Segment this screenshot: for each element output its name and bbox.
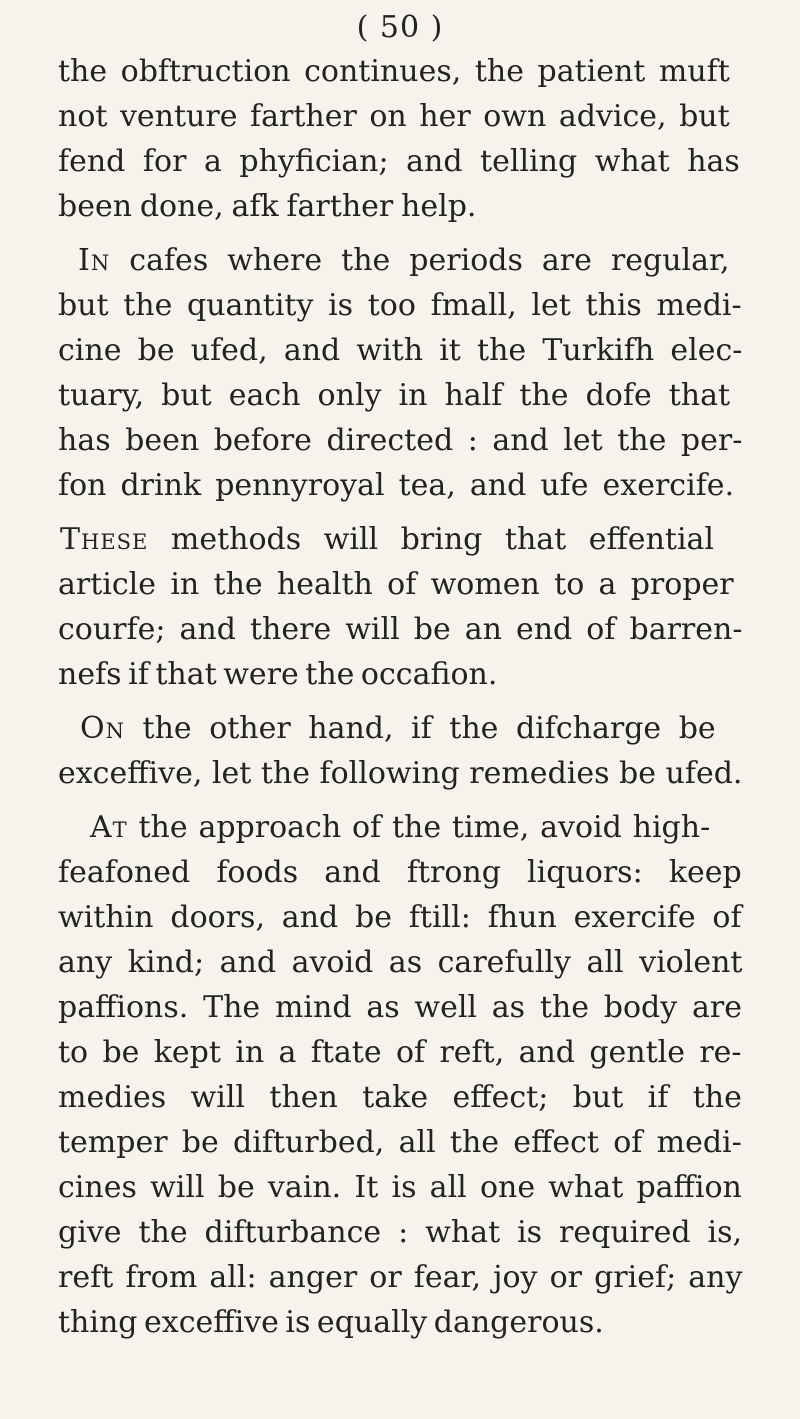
text-line: reft from all: anger or fear, joy or grief; any — [58, 1260, 743, 1295]
text-line: In cafes where the periods are regular, — [78, 243, 730, 278]
paragraph-lead-in: These — [60, 522, 149, 557]
text-line: give the difturbance : what is required is, — [58, 1215, 743, 1250]
paragraph-lead-in: On — [80, 711, 125, 746]
text-line: paffions. The mind as well as the body are — [58, 990, 742, 1025]
paragraph-lead-in: At — [90, 810, 128, 845]
text-line: exceffive, let the following remedies be ufed. — [58, 756, 743, 791]
text-line: cines will be vain. It is all one what paffion — [58, 1170, 742, 1205]
text-line: to be kept in a ftate of reft, and gentle re- — [58, 1035, 742, 1070]
text-line: cine be ufed, and with it the Turkifh elec- — [58, 333, 743, 368]
text-line: the obftruction continues, the patient muft — [58, 54, 730, 89]
text-line: fend for a phyfician; and telling what has — [58, 144, 740, 179]
text-line: On the other hand, if the difcharge be — [80, 711, 716, 746]
text-line: article in the health of women to a proper — [58, 567, 734, 602]
text-line: medies will then take effect; but if the — [58, 1080, 742, 1115]
text-line: within doors, and be ftill: fhun exercife of — [58, 900, 742, 935]
text-line: fon drink pennyroyal tea, and ufe exercife. — [58, 468, 735, 503]
text-line: nefs if that were the occafion. — [58, 657, 498, 692]
text-line: thing exceffive is equally dangerous. — [58, 1305, 604, 1340]
text-line: but the quantity is too fmall, let this medi- — [58, 288, 742, 323]
text-line: At the approach of the time, avoid high- — [90, 810, 711, 845]
text-line: been done, afk farther help. — [58, 189, 477, 224]
text-line: not venture farther on her own advice, but — [58, 99, 730, 134]
text-line: tuary, but each only in half the dofe that — [58, 378, 731, 413]
text-line: feafoned foods and ftrong liquors: keep — [58, 855, 742, 890]
paragraph-lead-in: In — [78, 243, 111, 278]
text-line: courfe; and there will be an end of barren- — [58, 612, 743, 647]
page-number: ( 50 ) — [356, 10, 444, 45]
text-line: These methods will bring that effential — [60, 522, 715, 557]
text-line: any kind; and avoid as carefully all violent — [58, 945, 743, 980]
text-line: temper be difturbed, all the effect of medi- — [58, 1125, 742, 1160]
text-line: has been before directed : and let the per- — [58, 423, 743, 458]
